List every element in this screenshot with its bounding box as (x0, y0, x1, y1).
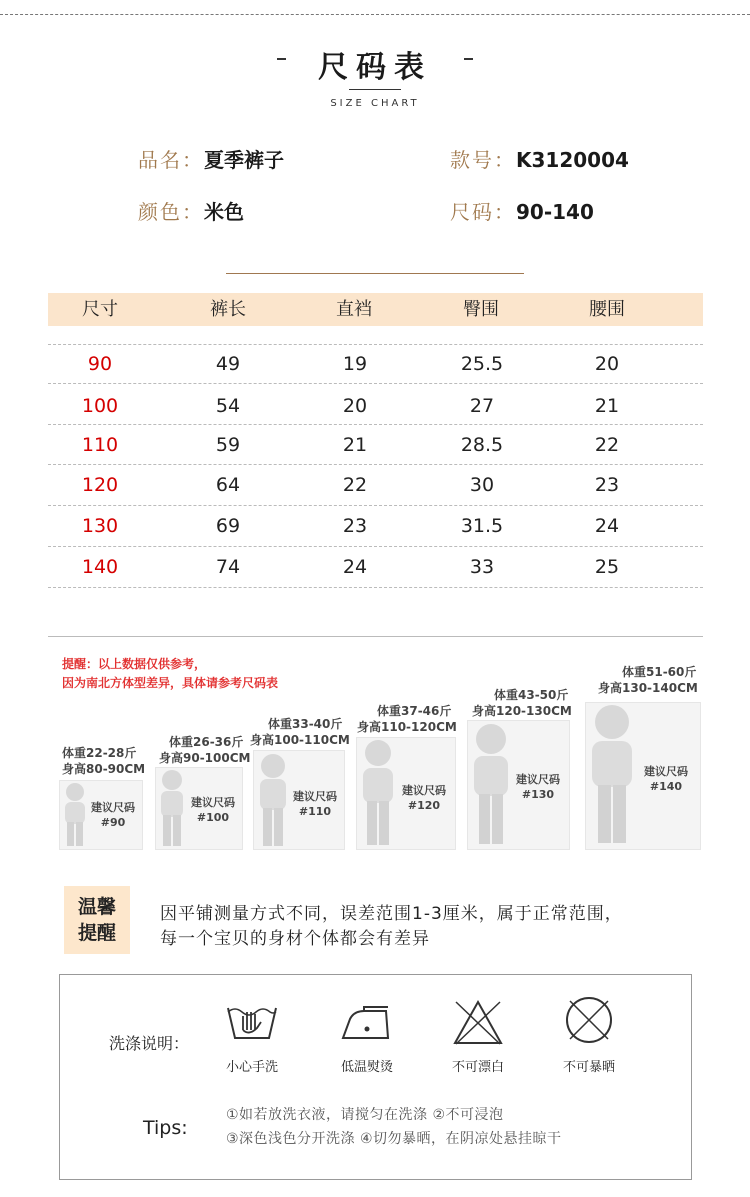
table-cell: 23 (342, 515, 368, 537)
no-bleach-label: 不可漂白 (451, 1060, 504, 1075)
table-cell: 22 (594, 434, 620, 456)
table-cell: 69 (215, 515, 241, 537)
table-cell: 74 (215, 556, 241, 578)
table-cell: 120 (81, 474, 119, 496)
kid-1-height: 身高80-90CM (62, 762, 146, 776)
header-hip: 臀围 (463, 299, 499, 320)
kid-2-label (159, 734, 250, 766)
kid-1-size: #90 (100, 816, 126, 829)
kid-4-height: 身高110-120CM (357, 720, 457, 734)
kid-1-weight: 体重22-28斤 (62, 746, 137, 760)
reminder-line-1: 提醒：以上数据仅供参考， (62, 657, 207, 671)
table-cell: 54 (215, 395, 241, 417)
kid-6-size: #140 (649, 780, 683, 793)
kid-5-label (472, 687, 572, 719)
table-cell: 90 (87, 353, 113, 375)
table-cell: 130 (81, 515, 119, 537)
top-dashed-divider (0, 14, 750, 15)
tips-line-2: ③深色浅色分开洗涤 ④切勿暴晒，在阴凉处悬挂晾干 (226, 1131, 562, 1147)
color-row (138, 196, 244, 225)
table-cell: 23 (594, 474, 620, 496)
kid-5-advice-text: 建议尺码 (516, 773, 560, 786)
no-sun-dry-label: 不可暴晒 (562, 1060, 615, 1075)
table-cell: 59 (215, 434, 241, 456)
row-divider (48, 344, 703, 345)
product-name-key: 品名： (138, 148, 204, 172)
kid-5-advice (498, 772, 578, 802)
table-cell: 110 (81, 434, 119, 456)
table-cell: 28.5 (460, 434, 504, 456)
table-cell: 30 (469, 474, 495, 496)
kid-2-size: #100 (196, 811, 230, 824)
kid-4-advice-text: 建议尺码 (402, 784, 446, 797)
product-name-value: 夏季裤子 (204, 148, 284, 172)
hand-wash-icon (225, 1000, 279, 1046)
kid-6-label (598, 664, 698, 696)
warm-tip-line-1: 因平铺测量方式不同，误差范围1-3厘米，属于正常范围， (160, 904, 623, 924)
row-divider (48, 383, 703, 384)
table-cell: 21 (342, 434, 368, 456)
kid-6-advice-text: 建议尺码 (644, 765, 688, 778)
care-title: 洗涤说明： (109, 1034, 190, 1053)
kid-4-weight: 体重37-46斤 (377, 704, 452, 718)
brown-divider (226, 273, 524, 274)
table-cell: 100 (81, 395, 119, 417)
table-cell: 25.5 (460, 353, 504, 375)
kid-3-height: 身高100-110CM (250, 733, 350, 747)
kid-5-height: 身高120-130CM (472, 704, 572, 718)
kid-3-weight: 体重33-40斤 (268, 717, 343, 731)
kid-2-height: 身高90-100CM (159, 751, 251, 765)
low-temp-iron-icon (340, 1005, 396, 1045)
size-range-key: 尺码： (450, 200, 516, 224)
table-cell: 25 (594, 556, 620, 578)
kid-1-label (62, 745, 145, 777)
product-name-row (138, 144, 284, 173)
row-divider (48, 546, 703, 547)
kid-3-advice (275, 789, 355, 819)
table-cell: 31.5 (460, 515, 504, 537)
kid-4-size: #120 (407, 799, 441, 812)
row-divider (48, 505, 703, 506)
kid-2-advice-text: 建议尺码 (191, 796, 235, 809)
header-size: 尺寸 (82, 299, 118, 320)
hand-wash-label: 小心手洗 (225, 1060, 278, 1075)
header-waist: 腰围 (589, 299, 625, 320)
kid-6-weight: 体重51-60斤 (622, 665, 697, 679)
kid-1-advice (73, 800, 153, 830)
kid-6-height: 身高130-140CM (598, 681, 698, 695)
table-cell: 19 (342, 353, 368, 375)
table-cell: 64 (215, 474, 241, 496)
tips-line-1: ①如若放洗衣液，请搅匀在洗涤 ②不可浸泡 (226, 1107, 504, 1123)
warm-tip-badge-line-1: 温馨 (77, 896, 116, 918)
row-divider (48, 587, 703, 588)
no-bleach-icon (452, 998, 504, 1050)
table-cell: 24 (342, 556, 368, 578)
style-number-key: 款号： (450, 148, 516, 172)
size-table-header (48, 293, 703, 326)
warm-tip-badge (64, 886, 130, 954)
color-key: 颜色： (138, 200, 204, 224)
size-range-value: 90-140 (516, 200, 594, 224)
kid-4-label (357, 703, 457, 735)
style-number-value: K3120004 (516, 148, 629, 172)
table-cell: 49 (215, 353, 241, 375)
row-divider (48, 464, 703, 465)
title-dash-left (277, 58, 286, 60)
kid-2-weight: 体重26-36斤 (169, 735, 244, 749)
title-dash-right (464, 58, 473, 60)
header-pants-length: 裤长 (210, 299, 246, 320)
reminder-line-2: 因为南北方体型差异，具体请参考尺码表 (62, 676, 279, 690)
page-title (0, 42, 750, 86)
row-divider (48, 424, 703, 425)
table-cell: 22 (342, 474, 368, 496)
color-value: 米色 (204, 200, 244, 224)
title-text: 尺码表 (318, 50, 432, 85)
warm-tip-badge-line-2: 提醒 (77, 922, 116, 944)
size-range-row (450, 196, 594, 225)
low-temp-iron-label: 低温熨烫 (340, 1060, 393, 1075)
table-cell: 20 (594, 353, 620, 375)
section-divider (48, 636, 703, 637)
kid-2-advice (173, 795, 253, 825)
table-cell: 140 (81, 556, 119, 578)
table-cell: 24 (594, 515, 620, 537)
kid-3-size: #110 (298, 805, 332, 818)
kid-1-advice-text: 建议尺码 (91, 801, 135, 814)
table-cell: 33 (469, 556, 495, 578)
kid-5-size: #130 (521, 788, 555, 801)
kid-4-advice (384, 783, 464, 813)
subtitle: SIZE CHART (330, 98, 420, 109)
table-cell: 21 (594, 395, 620, 417)
warm-tip-line-2: 每一个宝贝的身材个体都会有差异 (160, 929, 430, 949)
kid-3-label (250, 716, 350, 748)
no-sun-dry-icon (564, 995, 614, 1049)
table-cell: 20 (342, 395, 368, 417)
kid-3-advice-text: 建议尺码 (293, 790, 337, 803)
title-underline (349, 89, 401, 90)
header-crotch: 直裆 (336, 299, 372, 320)
kid-6-advice (626, 764, 706, 794)
table-cell: 27 (469, 395, 495, 417)
kid-5-weight: 体重43-50斤 (494, 688, 569, 702)
tips-label: Tips: (143, 1117, 188, 1139)
style-number-row (450, 144, 629, 173)
